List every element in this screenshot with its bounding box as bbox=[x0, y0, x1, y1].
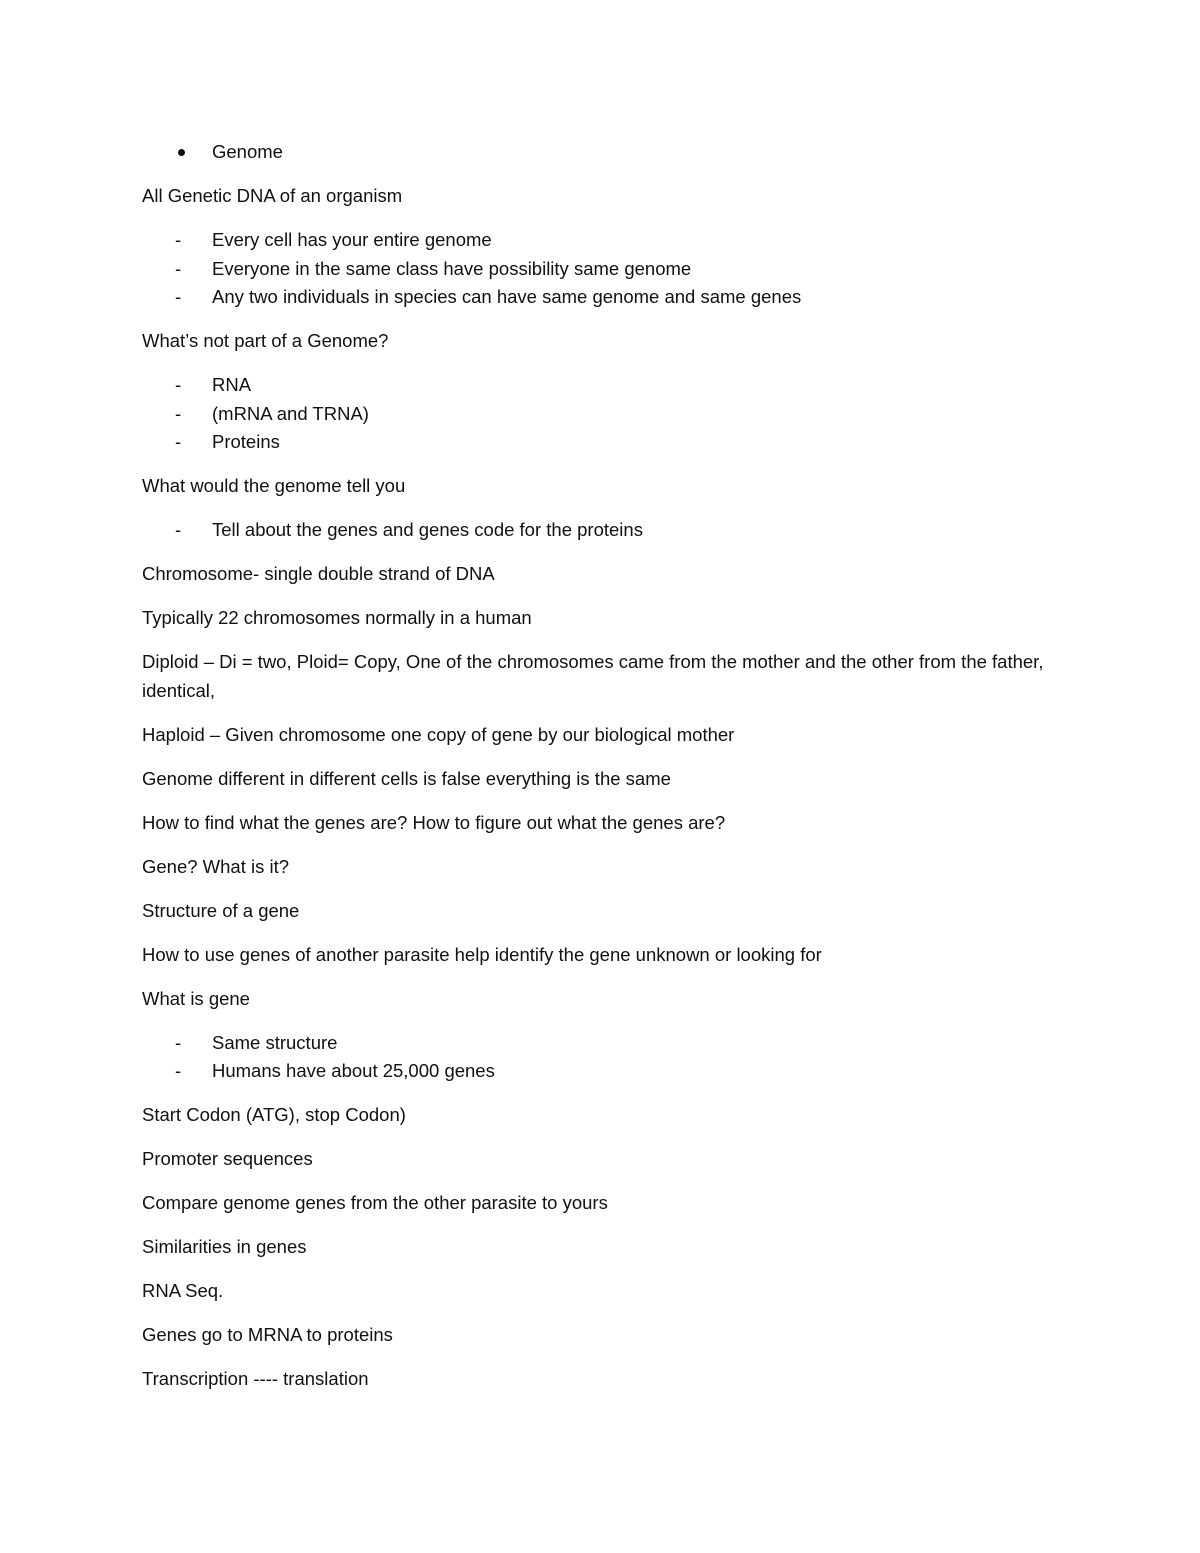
list-item bbox=[142, 226, 1072, 255]
list-item bbox=[142, 1029, 1072, 1058]
list-item-text: RNA bbox=[212, 374, 252, 395]
list-item bbox=[142, 138, 1072, 167]
list-item-text: Every cell has your entire genome bbox=[212, 229, 492, 250]
paragraph: Diploid – Di = two, Ploid= Copy, One of the chromosomes came from the mother and the other from the father, identical, bbox=[142, 651, 1049, 701]
dash-list bbox=[142, 371, 1072, 457]
list-item-text: Tell about the genes and genes code for the proteins bbox=[212, 519, 643, 540]
dash-marker: - bbox=[175, 229, 182, 250]
paragraph: Genes go to MRNA to proteins bbox=[142, 1324, 393, 1345]
dash-marker: - bbox=[175, 374, 182, 395]
paragraph: Transcription ---- translation bbox=[142, 1368, 369, 1389]
paragraph: Haploid – Given chromosome one copy of gene by our biological mother bbox=[142, 723, 735, 745]
document-body bbox=[142, 138, 1072, 1409]
paragraph: What’s not part of a Genome? bbox=[142, 330, 389, 351]
list-item bbox=[142, 255, 1072, 284]
list-item bbox=[142, 283, 1072, 312]
list-item-text: Genome bbox=[212, 141, 283, 162]
paragraph: Chromosome- single double strand of DNA bbox=[142, 563, 495, 584]
paragraph: Structure of a gene bbox=[142, 899, 300, 921]
paragraph: Similarities in genes bbox=[142, 1236, 307, 1257]
list-item bbox=[142, 400, 1072, 429]
dash-marker: - bbox=[175, 286, 182, 307]
list-item bbox=[142, 516, 1072, 545]
dash-marker: - bbox=[175, 431, 182, 452]
list-item-text: Any two individuals in species can have same genome and same genes bbox=[212, 286, 802, 307]
list-item-text: Everyone in the same class have possibility same genome bbox=[212, 257, 692, 279]
paragraph: All Genetic DNA of an organism bbox=[142, 185, 403, 206]
paragraph: Promoter sequences bbox=[142, 1148, 313, 1169]
dash-marker: - bbox=[175, 1031, 182, 1053]
paragraph: What is gene bbox=[142, 987, 250, 1009]
dash-list bbox=[142, 226, 1072, 312]
list-item-text: Same structure bbox=[212, 1031, 338, 1053]
dash-list bbox=[142, 1029, 1072, 1086]
list-item bbox=[142, 1057, 1072, 1086]
paragraph: Typically 22 chromosomes normally in a human bbox=[142, 607, 532, 628]
dash-marker: - bbox=[175, 257, 182, 279]
paragraph: Start Codon (ATG), stop Codon) bbox=[142, 1104, 406, 1125]
paragraph: What would the genome tell you bbox=[142, 475, 406, 496]
paragraph: Compare genome genes from the other parasite to yours bbox=[142, 1192, 608, 1213]
dash-marker: - bbox=[175, 1060, 182, 1081]
paragraph: How to use genes of another parasite help identify the gene unknown or looking for bbox=[142, 943, 822, 965]
bullet-list bbox=[142, 138, 1072, 167]
list-item bbox=[142, 428, 1072, 457]
dash-marker: - bbox=[175, 519, 182, 540]
list-item-text: (mRNA and TRNA) bbox=[212, 402, 369, 424]
paragraph: How to find what the genes are? How to figure out what the genes are? bbox=[142, 811, 726, 833]
dash-list bbox=[142, 516, 1072, 545]
paragraph: RNA Seq. bbox=[142, 1280, 224, 1301]
dash-marker: - bbox=[175, 402, 182, 424]
paragraph: Genome different in different cells is false everything is the same bbox=[142, 767, 671, 789]
bullet-icon bbox=[178, 149, 185, 156]
list-item-text: Humans have about 25,000 genes bbox=[212, 1060, 495, 1081]
list-item-text: Proteins bbox=[212, 431, 280, 452]
list-item bbox=[142, 371, 1072, 400]
paragraph: Gene? What is it? bbox=[142, 855, 290, 877]
